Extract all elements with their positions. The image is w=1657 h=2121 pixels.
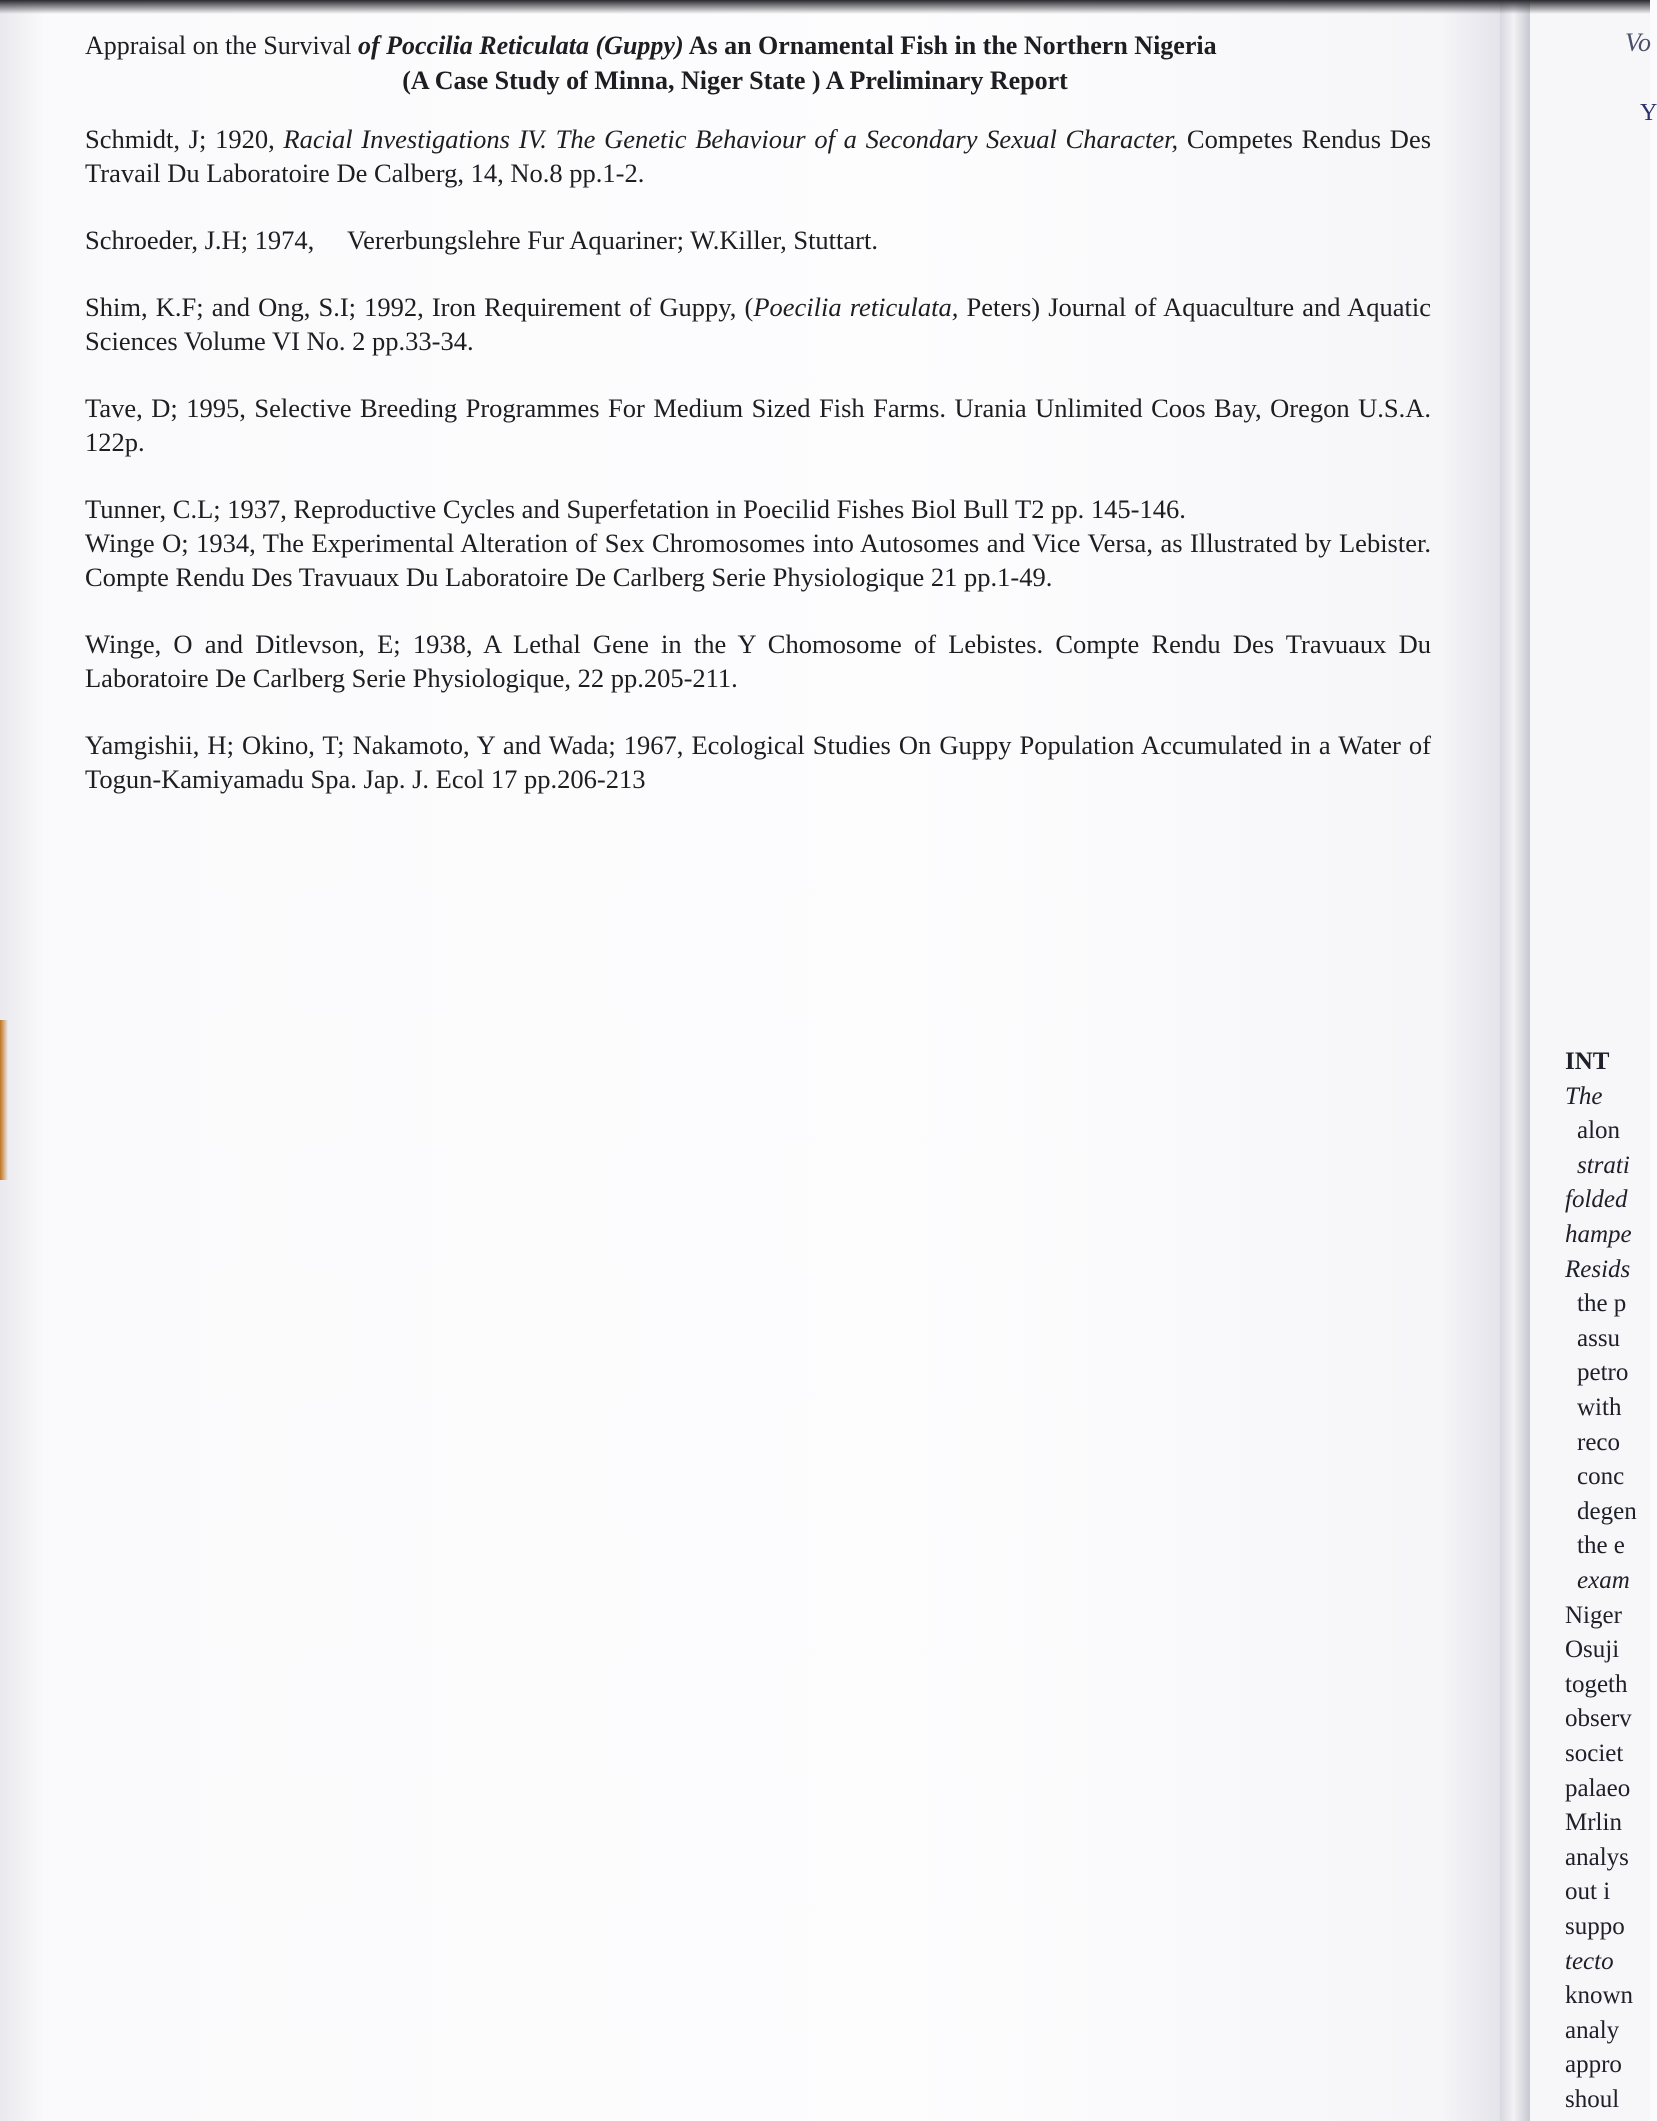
adjacent-page-line: strati	[1577, 1151, 1630, 1179]
adjacent-page-line: exam	[1577, 1567, 1630, 1594]
adjacent-page-line: with	[1577, 1394, 1622, 1421]
reference-text: Tunner, C.L; 1937, Reproductive Cycles and Superfetation in Poecilid Fishes Biol Bull T2 pp. 145-146.	[85, 494, 1186, 524]
adjacent-page-line: Osuji	[1565, 1636, 1620, 1664]
adjacent-page-header: Vo	[1625, 28, 1651, 57]
adjacent-page-line: analys	[1565, 1843, 1629, 1871]
adjacent-page-mark: Y	[1640, 100, 1657, 126]
reference-text: Schmidt, J; 1920,	[85, 124, 284, 154]
adjacent-page-line: INT	[1565, 1048, 1610, 1075]
reference-entry	[85, 122, 1431, 190]
scan-edge-stain	[0, 1020, 8, 1180]
reference-text: Peters) Journal of Aquaculture and Aquatic Sciences Volume VI No. 2 pp.33-34.	[85, 292, 1432, 356]
reference-text: Winge, O and Ditlevson, E; 1938, A Lethal Gene in the Y Chomosome of Lebistes. Compte Rendu Des Travuaux Du Laboratoire De Carlberg Serie Physiologique, 22 pp.205-211.	[85, 629, 1431, 693]
running-header	[85, 28, 1385, 98]
reference-text: Schroeder, J.H; 1974, Vererbungslehre Fur Aquariner; W.Killer, Stuttart.	[85, 225, 878, 255]
scan-top-shadow	[0, 0, 1650, 14]
reference-text: Yamgishii, H; Okino, T; Nakamoto, Y and Wada; 1967, Ecological Studies On Guppy Population Accumulated in a Water of Togun-Kamiyamadu Spa. Jap. J. Ecol 17 pp.206-213	[85, 730, 1431, 794]
adjacent-page-line: togeth	[1565, 1670, 1628, 1698]
adjacent-page-line: observ	[1565, 1705, 1632, 1733]
adjacent-page-line: known	[1565, 1982, 1634, 2010]
reference-entry	[85, 290, 1431, 358]
adjacent-page-line: reco	[1577, 1428, 1621, 1456]
book-gutter	[1500, 0, 1530, 2121]
adjacent-page-line: suppo	[1565, 1913, 1625, 1940]
reference-title: Racial Investigations IV. The Genetic Behaviour of a Secondary Sexual Character,	[283, 124, 1179, 154]
adjacent-page-line: Niger	[1565, 1601, 1622, 1629]
adjacent-page-line: palaeo	[1565, 1774, 1631, 1802]
adjacent-page-line: appro	[1565, 2051, 1622, 2079]
reference-entry	[85, 627, 1431, 695]
running-header-line-2: (A Case Study of Minna, Niger State ) A Preliminary Report	[402, 66, 1068, 95]
reference-list	[85, 122, 1431, 796]
reference-entry	[85, 728, 1431, 796]
reference-text: Competes Rendus Des Travail Du Laboratoire De Calberg, 14, No.8 pp.1-2.	[85, 124, 1432, 188]
reference-entry	[85, 526, 1431, 594]
adjacent-page-line: alon	[1577, 1117, 1621, 1145]
running-header-species: of Poccilia Reticulata (Guppy)	[357, 31, 684, 60]
adjacent-page-line: The	[1565, 1082, 1603, 1110]
adjacent-page-line: petro	[1577, 1359, 1629, 1387]
adjacent-page-line: assu	[1577, 1324, 1621, 1352]
reference-entry	[85, 223, 1431, 257]
adjacent-page-line: out i	[1565, 1878, 1611, 1906]
running-header-text-bold: As an Ornamental Fish in the Northern Nigeria	[683, 31, 1217, 60]
adjacent-page-line: Mrlin	[1565, 1809, 1622, 1837]
running-header-text: Appraisal on the Survival	[85, 31, 358, 60]
adjacent-page-line: shoul	[1565, 2086, 1620, 2113]
adjacent-page-line: conc	[1577, 1463, 1625, 1491]
reference-text: Shim, K.F; and Ong, S.I; 1992, Iron Requirement of Guppy, (	[85, 292, 754, 322]
reference-title: Poecilia reticulata,	[753, 292, 959, 322]
adjacent-page-line: degen	[1577, 1497, 1637, 1525]
reference-entry	[85, 391, 1431, 459]
adjacent-page-line: folded	[1565, 1186, 1628, 1214]
reference-text: Tave, D; 1995, Selective Breeding Programmes For Medium Sized Fish Farms. Urania Unlimited Coos Bay, Oregon U.S.A. 122p.	[85, 393, 1431, 457]
reference-entry	[85, 492, 1431, 526]
adjacent-page-line: analy	[1565, 2016, 1620, 2044]
adjacent-page-line: hampe	[1565, 1221, 1632, 1248]
reference-text: Winge O; 1934, The Experimental Alteration of Sex Chromosomes into Autosomes and Vice Versa, as Illustrated by Lebister. Compte Rendu Des Travuaux Du Laboratoire De Carlberg Serie Physiologique 21 pp.1-49.	[85, 528, 1431, 592]
adjacent-page-line: tecto	[1565, 1947, 1614, 1975]
adjacent-page-line: societ	[1565, 1740, 1624, 1767]
adjacent-page-line: the p	[1577, 1290, 1627, 1318]
running-header-line-1	[85, 28, 1385, 63]
adjacent-page-line: Resids	[1565, 1255, 1631, 1283]
adjacent-page-line: the e	[1577, 1532, 1625, 1560]
